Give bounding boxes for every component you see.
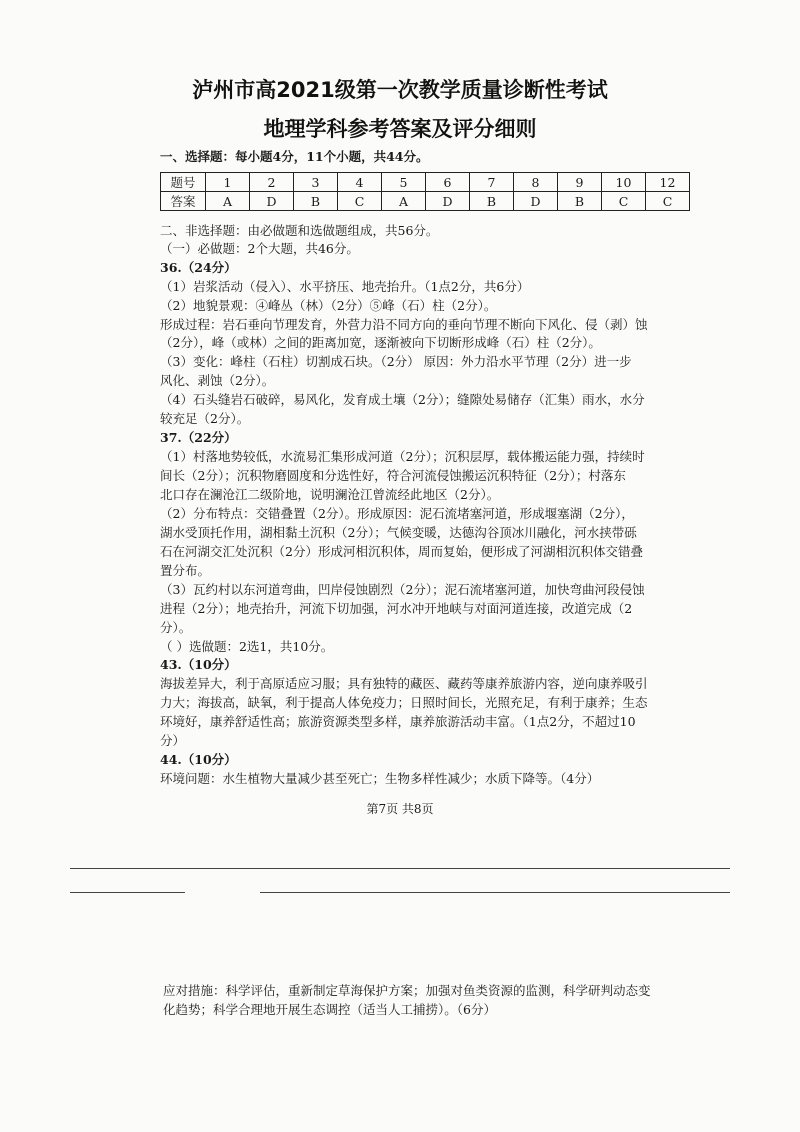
question-number-row [161,173,690,192]
required-heading: （一）必做题：2个大题，共46分。 [160,241,359,256]
question-number: 10 [602,173,646,192]
document-subtitle: 地理学科参考答案及评分细则 [263,117,537,141]
answer-cell: C [646,192,690,211]
question-number: 2 [250,173,294,192]
answer-line: （1）村落地势较低，水流易汇集形成河道（2分）；沉积层厚，载体搬运能力强，持续时 [160,449,645,464]
question-number: 1 [206,173,250,192]
answer-line: 较充足（2分）。 [160,411,250,426]
answer-line: 力大；海拔高，缺氧，利于提高人体免疫力；日照时间长，光照充足，有利于康养；生态 [160,695,648,710]
section2-heading: 二、非选择题：由必做题和选做题组成，共56分。 [160,223,439,238]
table-row-label: 题号 [161,173,206,192]
question-37-heading: 37.（22分） [160,430,237,445]
answer-line: （2）分布特点：交错叠置（2分）。形成原因：泥石流堵塞河道，形成堰塞湖（2分）， [160,506,634,521]
answer-line: 石在河湖交汇处沉积（2分）形成河相沉积体，周而复始，便形成了河湖相沉积体交错叠 [160,544,643,559]
page-divider-top [70,868,730,869]
table-row-label: 答案 [161,192,206,211]
answer-line: 环境问题：水生植物大量减少甚至死亡；生物多样性减少；水质下降等。（4分） [160,771,600,786]
answer-table [160,172,690,211]
document-title: 泸州市高2021级第一次教学质量诊断性考试 [192,78,608,102]
answer-line: （2）地貌景观：④峰丛（林）（2分）⑤峰（石）柱（2分）。 [160,298,497,313]
answer-cell: B [470,192,514,211]
answer-line: 环境好，康养舒适性高；旅游资源类型多样，康养旅游活动丰富。（1点2分，不超过10 [160,714,636,729]
question-number: 3 [294,173,338,192]
answer-line: 进程（2分）；地壳抬升，河流下切加强，河水冲开地峡与对面河道连接，改道完成（2 [160,601,633,616]
page-number: 第7页 共8页 [366,802,434,816]
question-36-heading: 36.（24分） [160,260,237,275]
answer-line: （1）岩浆活动（侵入）、水平挤压、地壳抬升。（1点2分，共6分） [160,279,530,294]
answer-cell: D [250,192,294,211]
answer-line: 间长（2分）；沉积物磨圆度和分选性好，符合河流侵蚀搬运沉积特征（2分）；村落东 [160,468,626,483]
answer-cell: C [602,192,646,211]
question-number: 9 [558,173,602,192]
elective-heading: （ ）选做题：2选1，共10分。 [160,639,334,654]
question-number: 12 [646,173,690,192]
answer-line: 化趋势；科学合理地开展生态调控（适当人工捕捞）。（6分） [163,1002,496,1017]
answer-line: 北口存在澜沧江二级阶地，说明澜沧江曾流经此地区（2分）。 [160,487,500,502]
answer-cell: A [382,192,426,211]
answer-line: 风化、剥蚀（2分）。 [160,373,275,388]
answer-cell: D [514,192,558,211]
answer-line: 分）。 [160,620,192,635]
question-number: 7 [470,173,514,192]
answer-line: 应对措施：科学评估，重新制定草海保护方案；加强对鱼类资源的监测，科学研判动态变 [163,983,651,998]
answer-line: 置分布。 [160,563,211,578]
answer-line: 形成过程：岩石垂向节理发育，外营力沿不同方向的垂向节理不断向下风化、侵（剥）蚀 [160,317,648,332]
answer-line: 湖水受顶托作用，湖相黏土沉积（2分）；气候变暖，达德沟谷顶冰川融化，河水挟带砾 [160,525,637,540]
question-44-heading: 44.（10分） [160,752,237,767]
page-divider-right [260,892,730,893]
answer-cell: B [558,192,602,211]
question-43-heading: 43.（10分） [160,657,237,672]
question-number: 4 [338,173,382,192]
question-number: 8 [514,173,558,192]
answer-line: （4）石头缝岩石破碎，易风化，发育成土壤（2分）；缝隙处易储存（汇集）雨水，水分 [160,392,645,407]
answer-line: （3）变化：峰柱（石柱）切割成石块。（2分） 原因：外力沿水平节理（2分）进一步 [160,354,632,369]
question-number: 6 [426,173,470,192]
answer-line: 海拔差异大，利于高原适应习服；具有独特的藏医、藏药等康养旅游内容，逆向康养吸引 [160,676,648,691]
page-divider-left [70,892,185,893]
question-number: 5 [382,173,426,192]
answer-cell: D [426,192,470,211]
answer-line: 分） [160,733,186,748]
answer-cell: A [206,192,250,211]
answer-row [161,192,690,211]
answer-cell: C [338,192,382,211]
answer-line: （2分），峰（或林）之间的距离加宽，逐渐被向下切断形成峰（石）柱（2分）。 [160,335,601,350]
section1-heading: 一、选择题：每小题4分，11个小题，共44分。 [160,149,429,164]
answer-cell: B [294,192,338,211]
answer-line: （3）瓦约村以东河道弯曲，凹岸侵蚀剧烈（2分）；泥石流堵塞河道，加快弯曲河段侵蚀 [160,582,645,597]
